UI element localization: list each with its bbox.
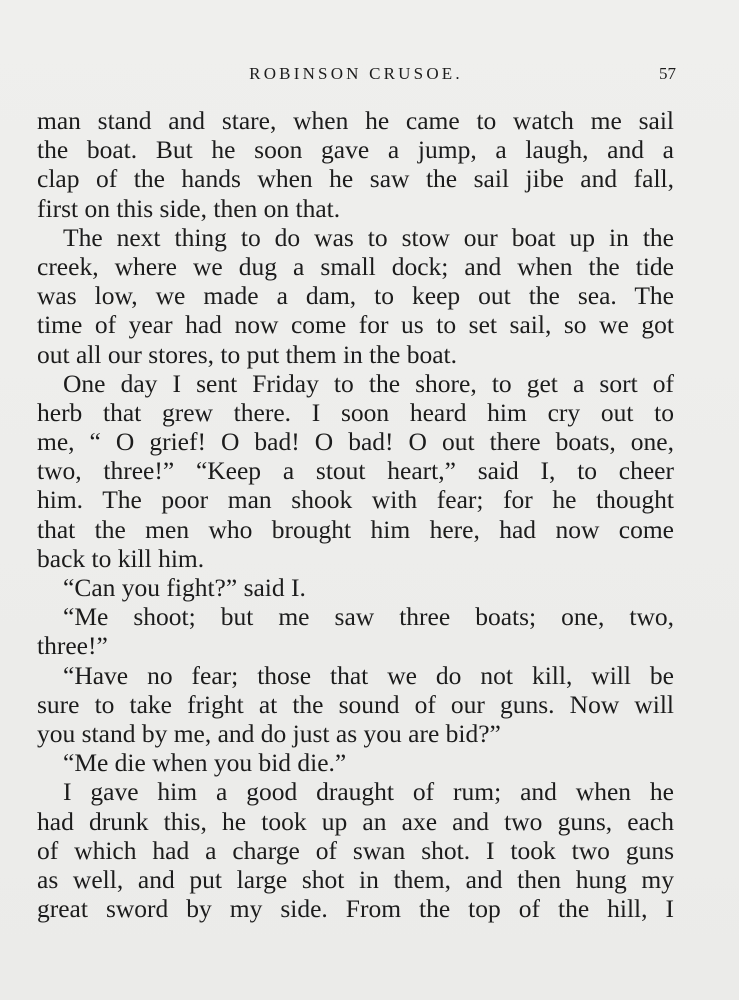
running-title: ROBINSON CRUSOE.: [249, 64, 463, 83]
running-head: [36, 62, 676, 86]
text-line: me, “ O grief! O bad! O bad! O out there boats, one,: [37, 427, 674, 457]
text-line: great sword by my side. From the top of the hill, I: [37, 894, 674, 924]
text-line: creek, where we dug a small dock; and when the tide: [37, 251, 674, 281]
text-line: clap of the hands when he saw the sail jibe and fall,: [37, 164, 674, 194]
text-line: him. The poor man shook with fear; for he thought: [37, 485, 674, 515]
text-line: back to kill him.: [37, 543, 205, 573]
text-line: three!”: [37, 631, 108, 661]
text-line: you stand by me, and do just as you are bid?”: [37, 718, 501, 748]
text-line: of which had a charge of swan shot. I took two guns: [37, 835, 674, 865]
text-line: time of year had now come for us to set sail, so we got: [37, 310, 674, 340]
text-line: had drunk this, he took up an axe and two guns, each: [37, 806, 674, 836]
body-text: [37, 106, 674, 923]
text-line: first on this side, then on that.: [37, 193, 341, 223]
text-line: One day I sent Friday to the shore, to get a sort of: [63, 368, 674, 398]
text-line: “Have no fear; those that we do not kill, will be: [63, 660, 674, 690]
text-line: the boat. But he soon gave a jump, a laugh, and a: [37, 135, 674, 165]
text-line: out all our stores, to put them in the boat.: [37, 339, 457, 369]
text-line: two, three!” “Keep a stout heart,” said I, to cheer: [37, 456, 674, 486]
text-line: sure to take fright at the sound of our guns. Now will: [37, 689, 674, 719]
text-line: “Me die when you bid die.”: [63, 748, 347, 778]
text-line: herb that grew there. I soon heard him cry out to: [37, 397, 674, 427]
text-line: man stand and stare, when he came to watch me sail: [37, 106, 674, 135]
text-line: was low, we made a dam, to keep out the sea. The: [37, 281, 674, 311]
text-line: The next thing to do was to stow our boat up in the: [63, 222, 674, 252]
text-line: “Me shoot; but me saw three boats; one, two,: [63, 602, 674, 632]
text-line: that the men who brought him here, had now come: [37, 514, 674, 544]
text-line: I gave him a good draught of rum; and when he: [63, 777, 674, 807]
page-number: 57: [659, 64, 676, 83]
text-line: “Can you fight?” said I.: [63, 573, 306, 602]
text-line: as well, and put large shot in them, and then hung my: [37, 864, 674, 894]
